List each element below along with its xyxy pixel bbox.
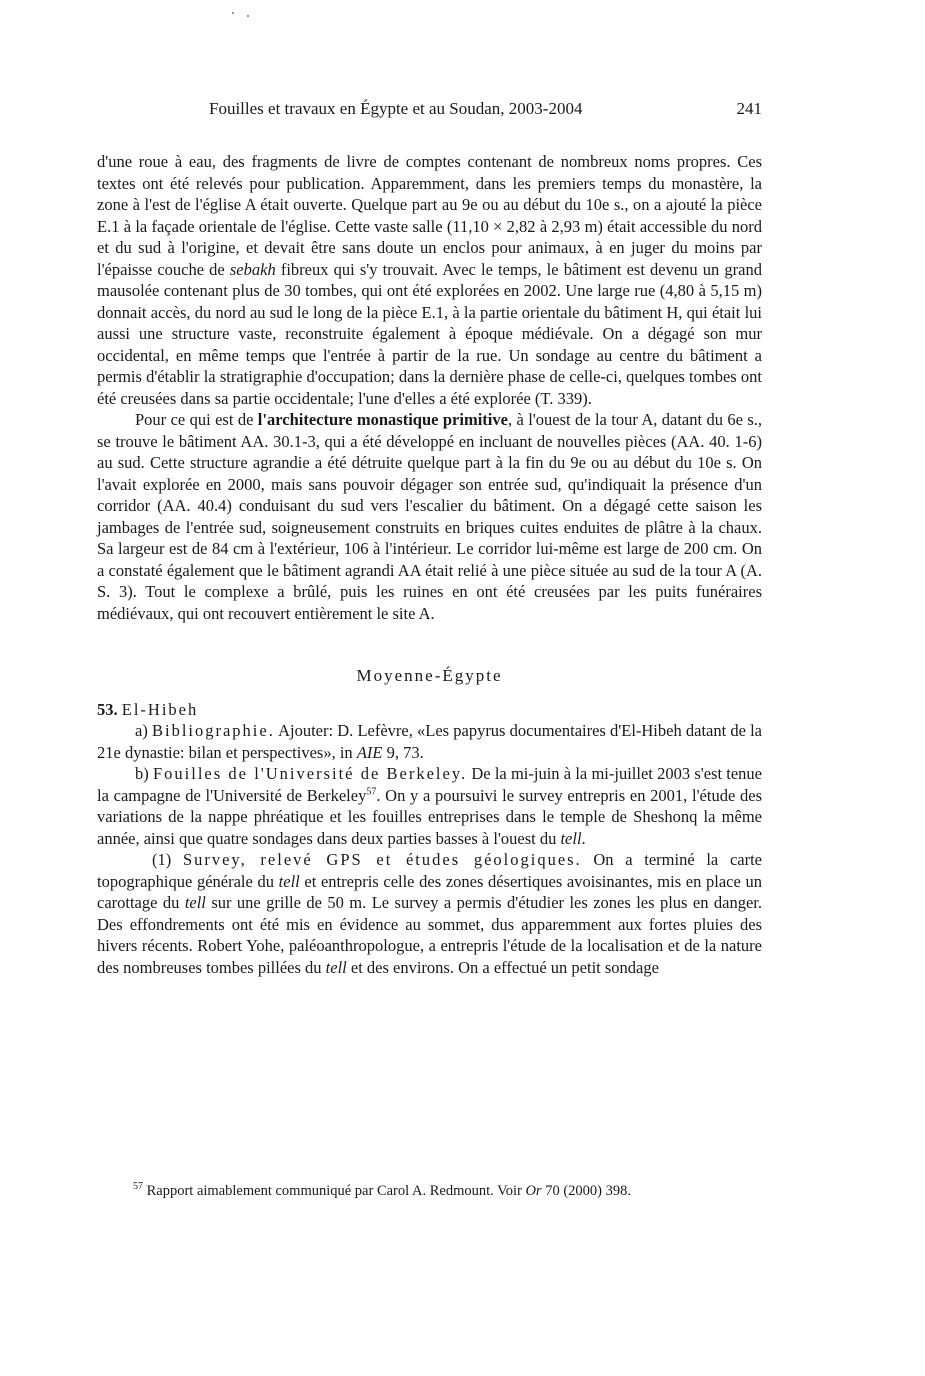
italic-term: Or xyxy=(525,1183,542,1199)
footnote xyxy=(133,1181,773,1201)
paragraph-text: . On y a poursuivi le survey entrepris en 2001, l'étude des variations de la nappe phréatique et les fouilles entreprises dans le temple de Sheshonq la même année, ainsi que quatre sondages dans deux parties basses à l'ouest du xyxy=(97,785,762,848)
entry-number: 53. xyxy=(97,699,118,719)
italic-term: AIE xyxy=(356,742,383,762)
footnote-text: 70 (2000) 398. xyxy=(541,1183,631,1199)
paragraph-text: Pour ce qui est de xyxy=(135,410,258,429)
paragraph-text: Ajouter: D. Lefèvre, «Les papyrus documentaires d'El-Hibeh datant de la 21e dynastie: bilan et perspectives», in xyxy=(97,721,762,762)
footnote-text: Rapport aimablement communiqué par Carol A. Redmount. Voir xyxy=(143,1183,526,1199)
subsection-b xyxy=(97,763,762,849)
paragraph-text: sur une grille de 50 m. Le survey a permis d'étudier les zones les plus en danger. Des effondrements ont été mis en évidence au sommet, dus apparemment aux fortes pluies des hivers récents. Robert Yohe, paléoanthropologue, a entrepris l'étude de la localisation et de la nature des nombreuses tombes pillées du xyxy=(97,893,762,977)
paragraph-text: et des environs. On a effectué un petit sondage xyxy=(346,957,659,977)
italic-term: sebakh xyxy=(229,259,276,279)
paragraph-text: De la mi-juin à la mi-juillet 2003 s'est tenue la campagne de l'Université de Berkeley xyxy=(97,764,763,805)
scan-speck xyxy=(232,12,234,14)
bold-term: l'architecture monastique primitive xyxy=(257,410,508,429)
paragraph xyxy=(97,151,762,409)
section-heading: Moyenne-Égypte xyxy=(356,666,503,685)
entry-name: El-Hibeh xyxy=(121,699,199,719)
subsection-title: Fouilles de l'Université de Berkeley. xyxy=(152,764,468,783)
paragraph-text: , à l'ouest de la tour A, datant du 6e s., se trouve le bâtiment AA. 30.1-3, qui a été développé en incluant de nouvelles pièces (AA. 40. 1-6) au sud. Cette structure agrandie a été détruite quelque part à la fin du 9e ou au début du 10e s. On l'avait explorée en 2000, mais sans pouvoir dégager son entrée sud, qu'indiquait la présence d'un corridor (AA. 40.4) conduisant du sud vers l'escalier du bâtiment. On a dégagé cette saison les jambages de l'entrée sud, soigneusement construits en briques cuites enduites de plâtre à la chaux. Sa largeur est de 84 cm à l'extérieur, 106 à l'intérieur. Le corridor lui-même est large de 200 cm. On a constaté également que le bâtiment agrandi AA était relié à une pièce située au sud de la tour A (A. S. 3). Tout le complexe a brûlé, puis les ruines en ont été creusées par les puits funéraires médiévaux, qui ont recouvert entièrement le site A. xyxy=(97,410,762,623)
italic-term: tell xyxy=(560,828,582,848)
footnote-number: 57 xyxy=(133,1181,143,1193)
subsection-a xyxy=(97,720,762,763)
paragraph-text: fibreux qui s'y trouvait. Avec le temps, le bâtiment est devenu un grand mausolée contenant plus de 30 tombes, qui ont été explorées en 2002. Une large rue (4,80 à 5,15 m) donnait accès, du nord au sud le long de la pièce E.1, à la partie orientale du bâtiment H, qui était lui aussi une structure vaste, reconstruite également à époque médiévale. On a dégagé son mur occidental, en même temps que l'entrée à partir de la rue. Un sondage au centre du bâtiment a permis d'établir la stratigraphie d'occupation; dans la dernière phase de celle-ci, quelques tombes ont été creusées dans sa partie occidentale; l'une d'elles a été explorée (T. 339). xyxy=(97,259,762,408)
paragraph xyxy=(97,409,762,624)
italic-term: tell xyxy=(184,893,206,912)
paragraph-text: On a terminé la carte topographique générale du xyxy=(97,850,762,891)
italic-term: tell xyxy=(325,957,347,977)
entry-heading xyxy=(97,699,762,721)
running-head-title: Fouilles et travaux en Égypte et au Soudan, 2003-2004 xyxy=(209,99,583,118)
paragraph-text: et entrepris celle des zones désertiques avoisinantes, mis en place un carottage du xyxy=(97,871,762,912)
paragraph-text: d'une roue à eau, des fragments de livre de comptes contenant de nombreux noms propres. Ces textes ont été relevés pour publication. Apparemment, dans les premiers temps du monastère, la zone à l'est de l'église A était ouverte. Quelque part au 9e ou au début du 10e s., on a ajouté la pièce E.1 à la façade orientale de l'église. Cette vaste salle (11,10 × 2,82 à 2,93 m) était accessible du nord et du sud à l'origine, et devait être sans doute un enclos pour animaux, à en juger du moins par l'épaisse couche de xyxy=(97,152,762,279)
italic-term: tell xyxy=(278,871,300,891)
paragraph-text: . xyxy=(581,828,586,848)
scan-speck xyxy=(247,15,249,17)
subsection-label: (1) xyxy=(152,850,183,869)
subsection-1 xyxy=(97,849,762,978)
page-number: 241 xyxy=(736,99,762,118)
subsection-label: a) xyxy=(135,721,152,740)
subsection-label: b) xyxy=(135,764,153,783)
subsection-title: Bibliographie. xyxy=(151,721,275,740)
body-text xyxy=(97,151,762,978)
paragraph-text: 9, 73. xyxy=(382,742,424,762)
subsection-title: Survey, relevé GPS et études géologiques. xyxy=(182,850,582,869)
footnote-reference[interactable]: 57 xyxy=(366,786,377,797)
